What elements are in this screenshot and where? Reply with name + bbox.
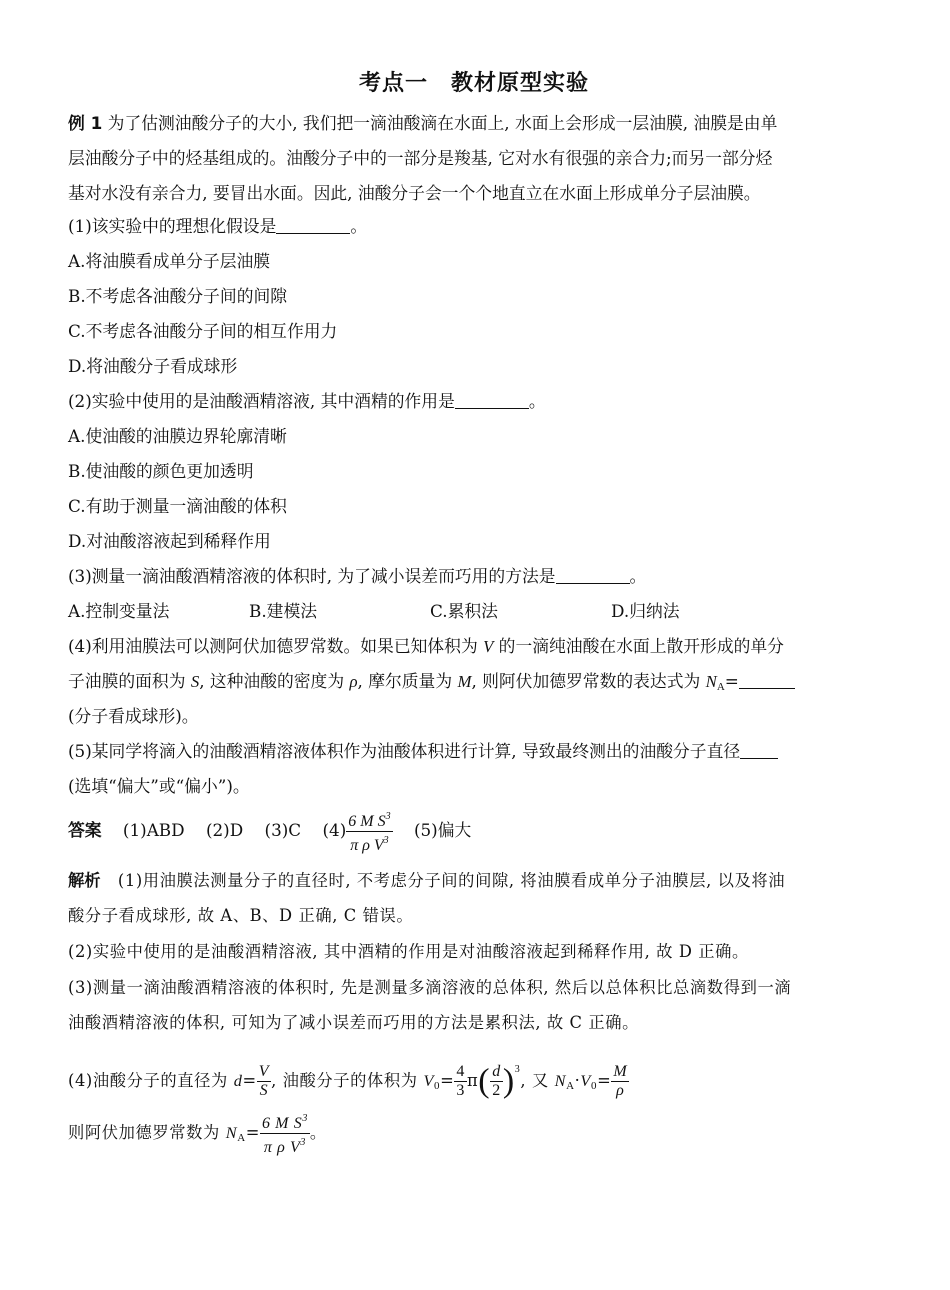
analysis-final-denominator-exp: 3: [300, 1137, 306, 1148]
answer-5: (5)偏大: [413, 820, 472, 840]
analysis-frac-3: 3: [456, 1082, 465, 1099]
analysis-var-d: d: [233, 1071, 243, 1090]
question-1-end: 。: [350, 216, 368, 236]
analysis-fraction-v-s: [257, 1063, 271, 1100]
q1-option-c: C.不考虑各油酸分子间的相互作用力: [68, 321, 338, 341]
analysis-frac-rho: ρ: [616, 1082, 625, 1099]
analysis-text-7b: 。: [309, 1123, 327, 1142]
q4-text-e: , 摩尔质量为: [357, 671, 458, 691]
q5-text-a: (5)某同学将滴入的油酸酒精溶液体积作为油酸体积进行计算, 导致最终测出的油酸分子直径: [68, 741, 741, 761]
example-line-2: 层油酸分子中的烃基组成的。油酸分子中的一部分是羧基, 它对水有很强的亲合力;而另一部分烃: [68, 148, 773, 168]
analysis-var-na-sub: A: [566, 1080, 575, 1092]
answer-3: (3)C: [264, 820, 302, 840]
answer-blank-5: [740, 740, 778, 759]
analysis-text-6c: , 又: [520, 1071, 555, 1090]
q4-var-rho: ρ: [349, 672, 358, 691]
q4-var-na-sub: A: [716, 681, 725, 693]
analysis-var-v0b-sub: 0: [590, 1080, 598, 1092]
analysis-var-v0: V: [423, 1071, 435, 1090]
example-line-3: 基对水没有亲合力, 要冒出水面。因此, 油酸分子会一个个地直立在水面上形成单分子层油膜。: [68, 183, 761, 203]
analysis-line-6: [68, 1049, 629, 1107]
analysis-frac-d: d: [492, 1063, 501, 1080]
question-5-line-2: (选填“偏大”或“偏小”)。: [68, 776, 250, 796]
question-1-stem: (1)该实验中的理想化假设是: [68, 216, 277, 236]
q4-var-v: V: [483, 637, 494, 656]
answer-2: (2)D: [205, 820, 244, 840]
q4-var-m: M: [457, 672, 472, 691]
analysis-equals-4: =: [245, 1123, 260, 1142]
answer-blank-4: [739, 670, 795, 689]
analysis-equals-1: =: [242, 1071, 257, 1090]
q4-equals: =: [724, 671, 739, 691]
analysis-label: 解析: [68, 871, 101, 890]
q3-option-d: D.归纳法: [611, 601, 680, 621]
question-4-line-3: (分子看成球形)。: [68, 706, 199, 726]
q3-option-a: A.控制变量法: [68, 601, 170, 621]
analysis-cube-exp: 3: [514, 1064, 521, 1075]
question-2: [68, 390, 546, 412]
analysis-left-paren: (: [478, 1062, 491, 1100]
analysis-frac-v: V: [258, 1063, 270, 1080]
example-label: 例 1: [68, 113, 103, 133]
analysis-frac-s: S: [259, 1082, 269, 1099]
answer-blank-1: [276, 215, 350, 234]
q4-var-s: S: [190, 672, 200, 691]
question-5-line-1: [68, 740, 778, 762]
q3-option-c: C.累积法: [430, 601, 498, 621]
analysis-fraction-4-3: [454, 1063, 467, 1100]
analysis-final-fraction: [260, 1110, 310, 1157]
answer-4-numerator-exp: 3: [385, 811, 391, 822]
analysis-frac-2: 2: [492, 1082, 501, 1099]
question-3-stem: (3)测量一滴油酸酒精溶液的体积时, 为了减小误差而巧用的方法是: [68, 566, 556, 586]
answer-blank-2: [455, 390, 529, 409]
q4-text-f: , 则阿伏加德罗常数的表达式为: [471, 671, 706, 691]
analysis-equals-2: =: [440, 1071, 455, 1090]
analysis-var-v0-sub: 0: [434, 1080, 441, 1092]
analysis-line-2: 酸分子看成球形, 故 A、B、D 正确, C 错误。: [68, 906, 414, 925]
analysis-line-4: (3)测量一滴油酸酒精溶液的体积时, 先是测量多滴溶液的总体积, 然后以总体积比总滴数得到一滴: [68, 978, 792, 997]
q2-option-a: A.使油酸的油膜边界轮廓清晰: [68, 426, 287, 446]
analysis-line-5: 油酸酒精溶液的体积, 可知为了减小误差而巧用的方法是累积法, 故 C 正确。: [68, 1013, 640, 1032]
q4-var-na: N: [705, 672, 717, 691]
answer-4-fraction: [346, 808, 392, 855]
q4-text-b: 的一滴纯油酸在水面上散开形成的单分: [493, 636, 784, 656]
q1-option-a: A.将油膜看成单分子层油膜: [68, 251, 271, 271]
analysis-pi: π: [466, 1071, 479, 1090]
analysis-line-7: [68, 1110, 327, 1160]
q3-option-b: B.建模法: [249, 601, 318, 621]
answer-4-denominator: π ρ V: [350, 837, 384, 854]
example-intro-1: 为了估测油酸分子的大小, 我们把一滴油酸滴在水面上, 水面上会形成一层油膜, 油膜是由单: [107, 113, 778, 133]
question-2-stem: (2)实验中使用的是油酸酒精溶液, 其中酒精的作用是: [68, 391, 455, 411]
q2-option-d: D.对油酸溶液起到稀释作用: [68, 531, 271, 551]
analysis-right-paren: ): [502, 1062, 515, 1100]
section-title: 考点一 教材原型实验: [358, 71, 589, 96]
analysis-var-v0b: V: [580, 1071, 591, 1090]
answer-1: (1)ABD: [122, 820, 185, 840]
question-1: [68, 215, 367, 237]
question-4-line-2: [68, 670, 795, 698]
analysis-var-na: N: [554, 1071, 567, 1090]
analysis-text-6a: (4)油酸分子的直径为: [68, 1071, 234, 1090]
analysis-fraction-d-2: [490, 1063, 503, 1100]
analysis-final-denominator: π ρ V: [263, 1139, 301, 1156]
question-3-end: 。: [629, 566, 647, 586]
answer-line: [68, 808, 471, 855]
answer-4-label: (4): [322, 820, 347, 840]
q4-text-d: , 这种油酸的密度为: [199, 671, 350, 691]
analysis-frac-m: M: [613, 1063, 628, 1080]
q3-options: [68, 600, 680, 622]
analysis-final-numerator-exp: 3: [302, 1113, 308, 1124]
analysis-var-na2: N: [225, 1123, 238, 1142]
q4-text-c: 子油膜的面积为: [68, 671, 191, 691]
analysis-fraction-m-rho: [611, 1063, 629, 1100]
analysis-text-7a: 则阿伏加德罗常数为: [68, 1123, 226, 1142]
q2-option-b: B.使油酸的颜色更加透明: [68, 461, 254, 481]
analysis-equals-3: =: [597, 1071, 612, 1090]
analysis-text-1: (1)用油膜法测量分子的直径时, 不考虑分子间的间隙, 将油膜看成单分子油膜层, 以及将油: [117, 871, 786, 890]
example-line-1: [68, 112, 777, 134]
q1-option-d: D.将油酸分子看成球形: [68, 356, 238, 376]
q1-option-b: B.不考虑各油酸分子间的间隙: [68, 286, 288, 306]
analysis-dot: ·: [574, 1071, 581, 1090]
answer-blank-3: [556, 565, 630, 584]
q2-option-c: C.有助于测量一滴油酸的体积: [68, 496, 287, 516]
analysis-final-numerator: 6 M S: [261, 1115, 303, 1132]
answer-4-numerator: 6 M S: [348, 813, 386, 830]
analysis-line-1: [68, 870, 785, 892]
question-2-end: 。: [528, 391, 546, 411]
analysis-line-3: (2)实验中使用的是油酸酒精溶液, 其中酒精的作用是对油酸溶液起到稀释作用, 故 D 正确。: [68, 942, 749, 961]
analysis-var-na2-sub: A: [237, 1132, 246, 1144]
analysis-text-6b: , 油酸分子的体积为: [271, 1071, 424, 1090]
question-4-line-1: [68, 635, 784, 658]
question-3: [68, 565, 646, 587]
answer-4-denominator-exp: 3: [383, 835, 389, 846]
answer-label: 答案: [68, 820, 102, 840]
q4-text-a: (4)利用油膜法可以测阿伏加德罗常数。如果已知体积为: [68, 636, 484, 656]
analysis-frac-4: 4: [456, 1063, 465, 1080]
